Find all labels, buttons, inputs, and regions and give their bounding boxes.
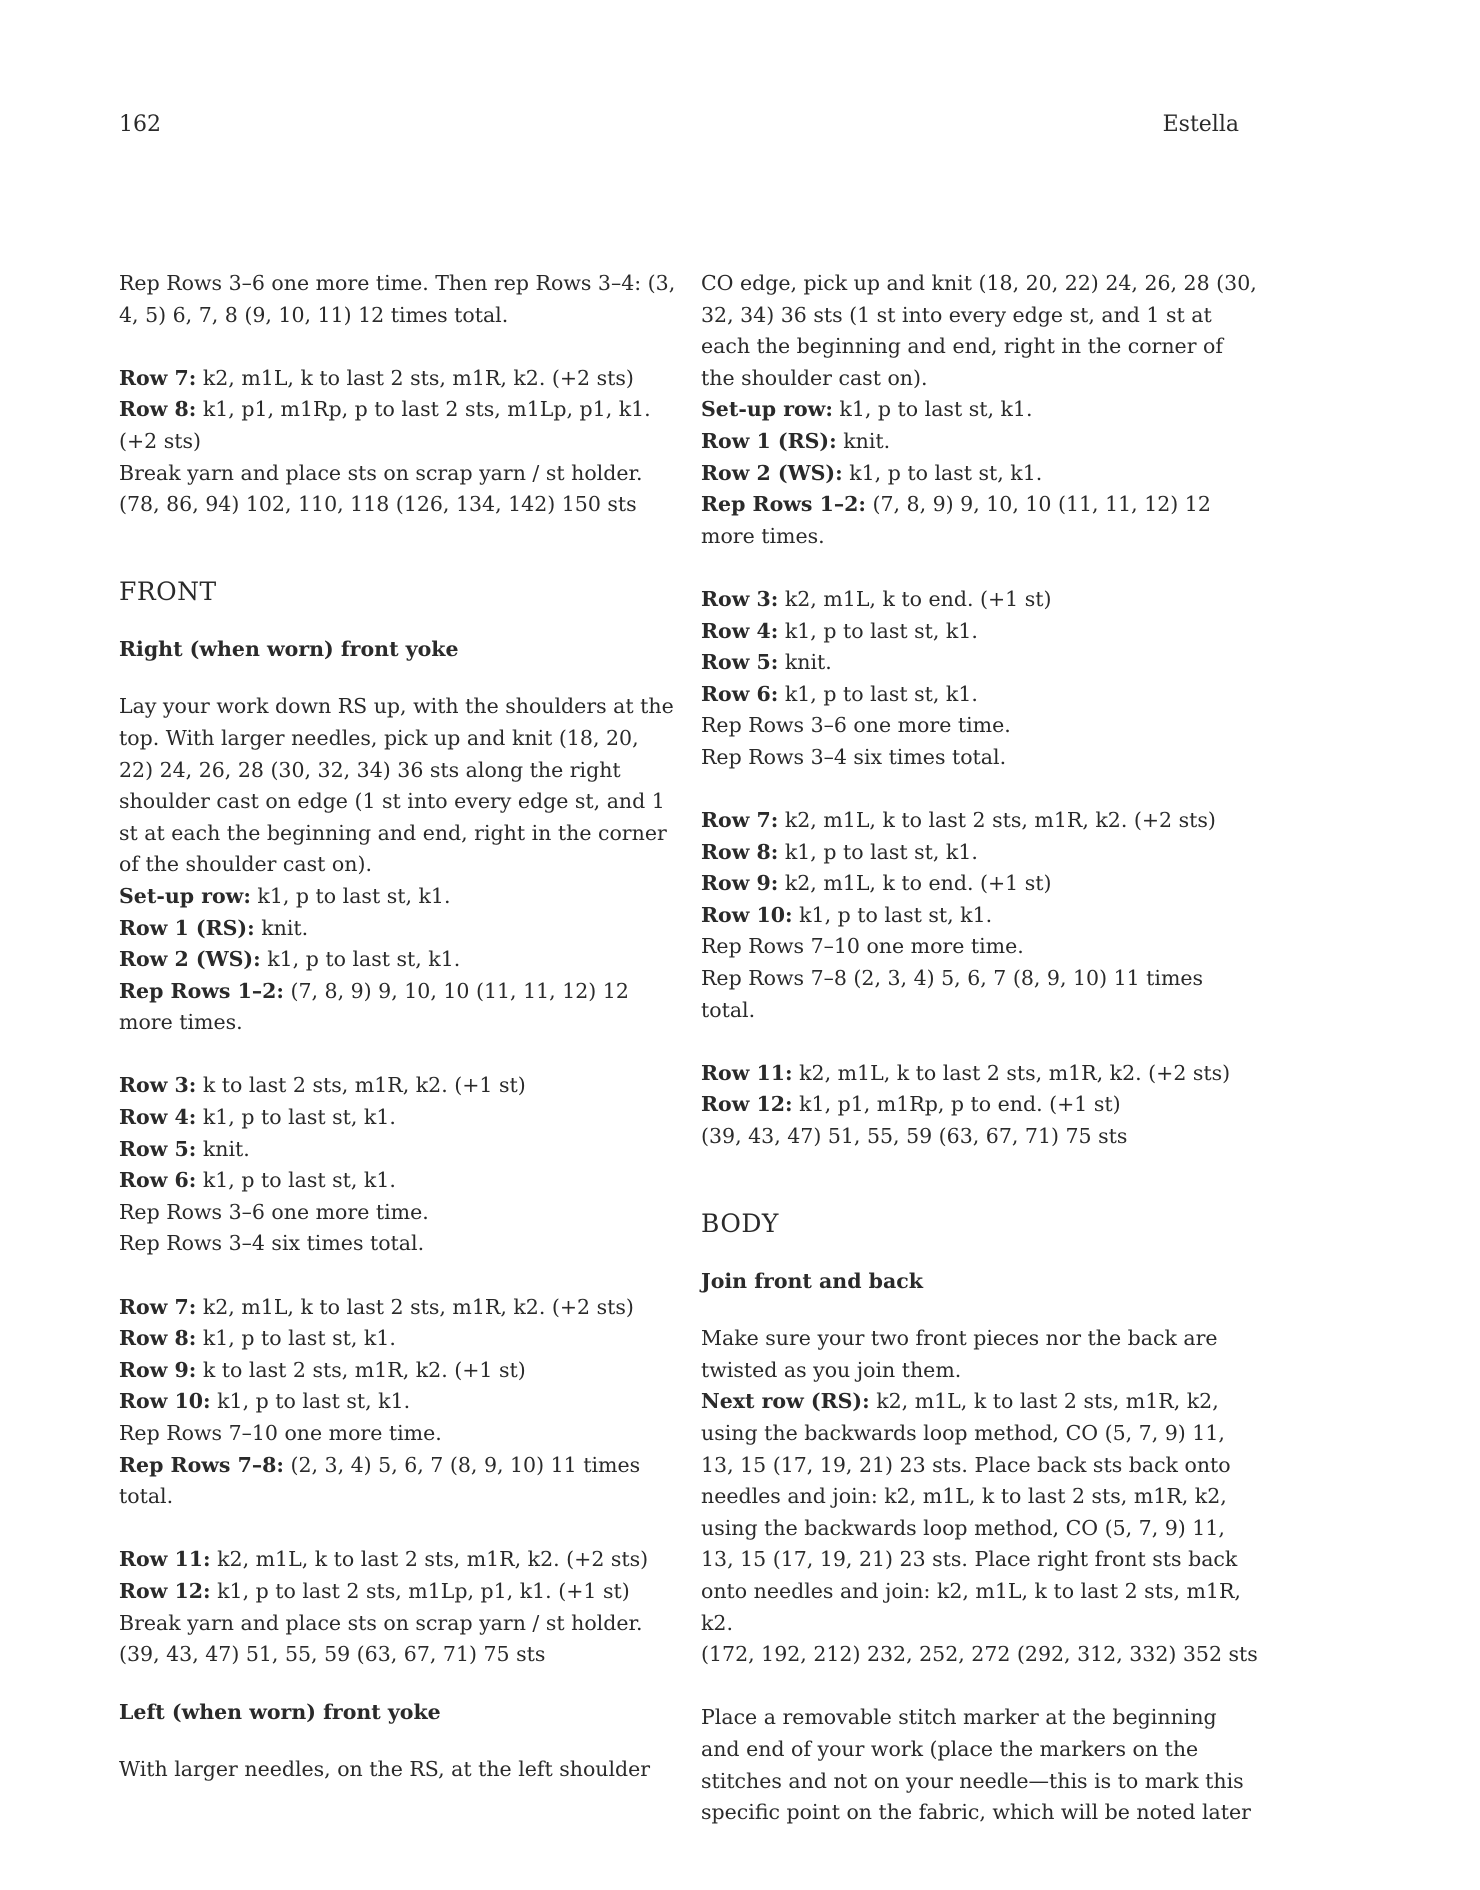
row-instruction: [119, 1450, 679, 1513]
row-instruction: [701, 394, 1261, 426]
section-heading-body: BODY: [701, 1208, 779, 1238]
row-instruction: [701, 584, 1261, 616]
row-label: Row 3:: [119, 1073, 197, 1098]
row-label: Rep Rows 1–2:: [119, 978, 284, 1003]
row-text: k to last 2 sts, m1R, k2. (+1 st): [196, 1073, 526, 1098]
row-instruction: [701, 837, 1261, 869]
row-text: k1, p to last st, k1.: [196, 1105, 396, 1130]
row-text: (7, 8, 9) 9, 10, 10 (11, 11, 12) 12 more times.: [701, 492, 1211, 548]
row-text: knit.: [836, 428, 891, 453]
row-text: k2, m1L, k to last 2 sts, m1R, k2. (+2 sts): [196, 365, 634, 390]
page-header: [119, 112, 1239, 142]
section-heading-front: FRONT: [119, 576, 217, 606]
row-label: Set-up row:: [119, 883, 251, 908]
row-text: k2, m1L, k to last 2 sts, m1R, k2. (+2 sts): [778, 808, 1216, 833]
row-instruction: [701, 458, 1261, 490]
page-number: 162: [119, 112, 161, 137]
paragraph: Rep Rows 3–6 one more time.: [701, 713, 1011, 738]
row-text: k1, p1, m1Rp, p to last 2 sts, m1Lp, p1, k1. (+2 sts): [119, 397, 651, 453]
row-text: knit.: [254, 915, 309, 940]
paragraph: Lay your work down RS up, with the shoulders at the top. With larger needles, pick up and knit (18, 20, 22) 24, 26, 28 (30, 32, 34) 36 sts along the right shoulder cast on edge (1 st into every edge st, and 1 st at each the beginning and end, right in the corner of the shoulder cast on).: [119, 694, 674, 877]
paragraph: Rep Rows 3–4 six times total.: [119, 1231, 425, 1256]
row-instruction: [119, 394, 679, 457]
row-instruction: [119, 881, 679, 913]
row-instruction: [119, 1292, 679, 1324]
row-instruction: [119, 913, 679, 945]
row-label: Row 1 (RS):: [701, 428, 837, 453]
row-label: Row 8:: [119, 397, 197, 422]
row-instruction: [119, 363, 679, 395]
subheading-right-front-yoke: Right (when worn) front yoke: [119, 636, 459, 661]
paragraph: Rep Rows 3–6 one more time. Then rep Rows 3–4: (3, 4, 5) 6, 7, 8 (9, 10, 11) 12 times total.: [119, 271, 676, 327]
row-label: Next row (RS):: [701, 1389, 870, 1414]
row-instruction: [701, 1058, 1261, 1090]
row-text: k2, m1L, k to end. (+1 st): [778, 871, 1052, 896]
right-column: [701, 268, 1261, 1829]
row-text: k1, p to last st, k1.: [210, 1389, 411, 1414]
row-label: Row 7:: [119, 1294, 197, 1319]
row-label: Row 9:: [119, 1357, 197, 1382]
row-instruction: [119, 1102, 679, 1134]
row-instruction: [701, 616, 1261, 648]
row-text: k2, m1L, k to last 2 sts, m1R, k2. (+2 sts): [196, 1294, 634, 1319]
row-instruction: [701, 805, 1261, 837]
row-text: k1, p to last st, k1.: [196, 1168, 396, 1193]
row-instruction: [701, 489, 1261, 552]
row-label: Row 12:: [701, 1092, 793, 1117]
row-label: Row 5:: [701, 650, 779, 675]
row-text: k to last 2 sts, m1R, k2. (+1 st): [196, 1357, 526, 1382]
row-text: k2, m1L, k to last 2 sts, m1R, k2, using the backwards loop method, CO (5, 7, 9) 11, 13, 15 (17, 19, 21) 23 sts. Place back sts back onto needles and join: k2, m1L, k to last 2 sts, m1R, k2, using the backwards loop method, CO (5, 7, 9) 11, 13, 15 (17, 19, 21) 23 sts. Place right front sts back onto needles and join: k2, m1L, k to last 2 sts, m1R, k2.: [701, 1389, 1241, 1635]
row-text: k1, p to last st, k1.: [778, 681, 978, 706]
stitch-count: (172, 192, 212) 232, 252, 272 (292, 312, 332) 352 sts: [701, 1642, 1258, 1667]
row-instruction: [701, 647, 1261, 679]
row-text: (7, 8, 9) 9, 10, 10 (11, 11, 12) 12 more times.: [119, 978, 629, 1035]
paragraph: Rep Rows 3–4 six times total.: [701, 744, 1007, 769]
row-instruction: [119, 1544, 679, 1576]
row-instruction: [119, 1165, 679, 1197]
paragraph: CO edge, pick up and knit (18, 20, 22) 24, 26, 28 (30, 32, 34) 36 sts (1 st into every edge st, and 1 st at each the beginning and end, right in the corner of the shoulder cast on).: [701, 271, 1257, 390]
paragraph: Rep Rows 7–8 (2, 3, 4) 5, 6, 7 (8, 9, 10) 11 times total.: [701, 966, 1204, 1022]
row-label: Row 1 (RS):: [119, 915, 255, 940]
subheading-left-front-yoke: Left (when worn) front yoke: [119, 1699, 441, 1724]
row-text: k2, m1L, k to last 2 sts, m1R, k2. (+2 sts): [792, 1060, 1231, 1085]
row-instruction: [119, 1386, 679, 1418]
row-text: k1, p to last 2 sts, m1Lp, p1, k1. (+1 st): [210, 1578, 630, 1603]
stitch-count: (78, 86, 94) 102, 110, 118 (126, 134, 142) 150 sts: [119, 492, 637, 517]
row-instruction: [701, 1089, 1261, 1121]
stitch-count: (39, 43, 47) 51, 55, 59 (63, 67, 71) 75 sts: [119, 1642, 546, 1667]
paragraph: Make sure your two front pieces nor the back are twisted as you join them.: [701, 1326, 1218, 1382]
row-label: Row 5:: [119, 1136, 197, 1161]
row-label: Row 11:: [701, 1060, 793, 1085]
left-column: [119, 268, 679, 1786]
row-label: Row 2 (WS):: [701, 460, 843, 485]
row-label: Row 4:: [701, 618, 779, 643]
row-label: Row 4:: [119, 1105, 197, 1130]
row-instruction: [119, 1355, 679, 1387]
row-label: Row 6:: [701, 681, 779, 706]
row-instruction: [119, 944, 679, 976]
row-label: Row 2 (WS):: [119, 947, 261, 972]
row-text: knit.: [196, 1136, 250, 1161]
row-label: Row 10:: [701, 902, 793, 927]
row-label: Row 8:: [701, 839, 779, 864]
row-text: k1, p1, m1Rp, p to end. (+1 st): [792, 1092, 1121, 1117]
paragraph: Rep Rows 7–10 one more time.: [119, 1421, 442, 1445]
row-label: Row 7:: [701, 808, 779, 833]
row-text: k1, p to last st, k1.: [778, 839, 978, 864]
subheading-join-front-back: Join front and back: [701, 1268, 923, 1293]
row-label: Row 12:: [119, 1578, 211, 1603]
paragraph: Break yarn and place sts on scrap yarn / st holder.: [119, 1610, 643, 1635]
row-instruction: [701, 426, 1261, 458]
row-text: k1, p to last st, k1.: [778, 618, 978, 643]
row-text: k1, p to last st, k1.: [832, 397, 1033, 422]
row-instruction: [119, 1323, 679, 1355]
row-text: k1, p to last st, k1.: [196, 1326, 396, 1351]
row-text: knit.: [778, 650, 832, 675]
row-text: (2, 3, 4) 5, 6, 7 (8, 9, 10) 11 times total.: [119, 1452, 641, 1509]
stitch-count: (39, 43, 47) 51, 55, 59 (63, 67, 71) 75 sts: [701, 1124, 1128, 1149]
row-instruction: [701, 1386, 1261, 1639]
row-text: k1, p to last st, k1.: [250, 883, 451, 908]
row-instruction: [119, 976, 679, 1039]
row-text: k1, p to last st, k1.: [260, 947, 461, 972]
row-label: Row 6:: [119, 1168, 197, 1193]
row-label: Row 10:: [119, 1389, 211, 1414]
paragraph: Rep Rows 3–6 one more time.: [119, 1199, 429, 1224]
row-text: k1, p to last st, k1.: [842, 460, 1043, 485]
paragraph: Place a removable stitch marker at the beginning and end of your work (place the markers on the stitches and not on your needle—this is to mark this specific point on the fabric, which will be noted later: [701, 1705, 1251, 1825]
row-label: Set-up row:: [701, 397, 833, 422]
paragraph: Rep Rows 7–10 one more time.: [701, 934, 1024, 959]
row-instruction: [119, 1134, 679, 1166]
row-label: Rep Rows 7–8:: [119, 1452, 284, 1477]
row-label: Row 11:: [119, 1547, 211, 1572]
row-instruction: [701, 900, 1261, 932]
row-text: k2, m1L, k to last 2 sts, m1R, k2. (+2 sts): [210, 1547, 649, 1572]
paragraph: Break yarn and place sts on scrap yarn / st holder.: [119, 460, 643, 485]
row-instruction: [119, 1576, 679, 1608]
row-label: Row 3:: [701, 586, 779, 611]
row-instruction: [119, 1070, 679, 1102]
paragraph: With larger needles, on the RS, at the left shoulder: [119, 1757, 651, 1782]
row-label: Row 9:: [701, 871, 779, 896]
row-instruction: [701, 868, 1261, 900]
row-instruction: [701, 679, 1261, 711]
row-label: Row 7:: [119, 365, 197, 390]
running-title: Estella: [1162, 112, 1239, 137]
row-label: Row 8:: [119, 1326, 197, 1351]
row-text: k1, p to last st, k1.: [792, 902, 993, 927]
row-text: k2, m1L, k to end. (+1 st): [778, 586, 1052, 611]
row-label: Rep Rows 1–2:: [701, 492, 866, 517]
